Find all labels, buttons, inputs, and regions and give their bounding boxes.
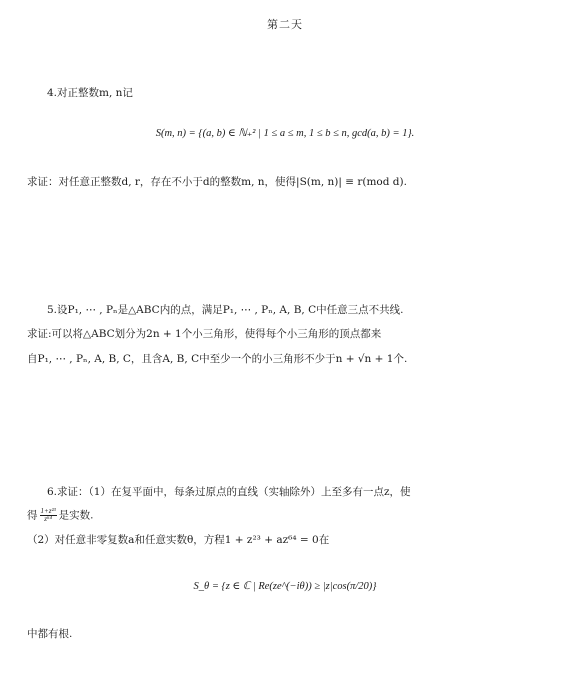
problem-6-formula: S_θ = {z ∈ ℂ | Re(ze^(−iθ)) ≥ |z|cos(π/20)} [193,581,377,592]
problem-4-formula: S(m, n) = {(a, b) ∈ ℕ₊² | 1 ≤ a ≤ m, 1 ≤ b ≤ n, gcd(a, b) = 1}. [155,128,415,139]
problem-6-line-2 [27,508,94,523]
fraction-denominator: z⁶⁴ [44,515,52,523]
problem-6-fraction [40,508,57,523]
problem-6-line-3: （2）对任意非零复数a和任意实数θ，方程1 + z²³ + az⁶⁴ = 0在 [27,534,330,546]
problem-6-closing: 中都有根. [27,628,73,640]
fraction-numerator: 1+z²³ [40,507,56,515]
problem-4-claim: 求证：对任意正整数d, r，存在不小于d的整数m, n，使得|S(m, n)| ≡ r(mod d). [27,176,407,188]
problem-4-intro: 4.对正整数m, n记 [47,87,133,99]
page-title: 第二天 [267,18,303,31]
problem-6-line-2-suffix: 是实数. [58,509,94,522]
problem-6-line-2-prefix: 得 [27,509,38,522]
problem-5-line-2: 求证:可以将△ABC划分为2n + 1个小三角形，使得每个小三角形的顶点都来 [27,328,382,340]
problem-5-line-1: 5.设P₁, ⋯ , Pₙ是△ABC内的点，满足P₁, ⋯ , Pₙ, A, B, C中任意三点不共线. [47,304,404,316]
problem-5-line-3: 自P₁, ⋯ , Pₙ, A, B, C，且含A, B, C中至少一个的小三角形不少于n + √n + 1个. [27,353,408,365]
problem-6-line-1: 6.求证：（1）在复平面中，每条过原点的直线（实轴除外）上至多有一点z，使 [47,486,411,498]
